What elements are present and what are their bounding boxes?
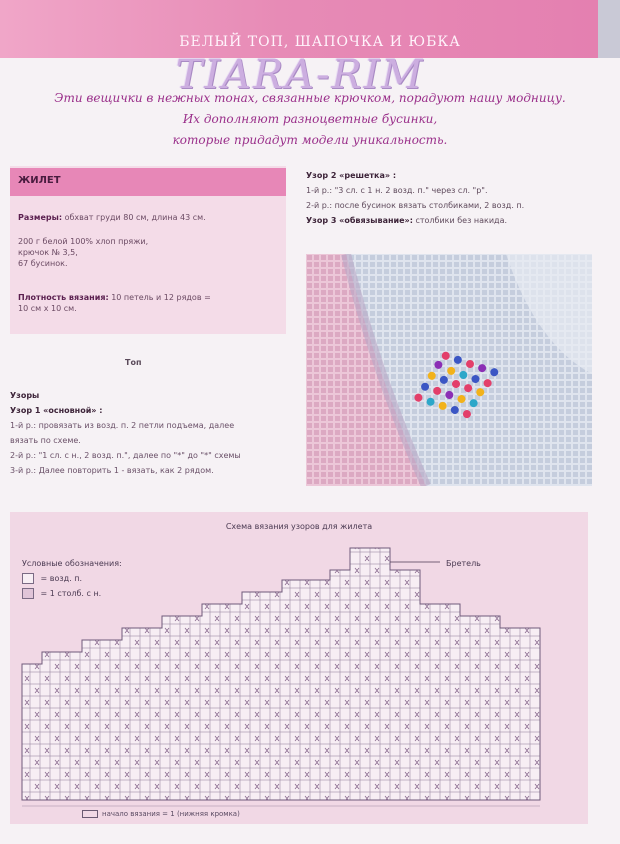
pattern-3-label: Узор 3 «обвязывание»:: [306, 216, 413, 225]
yarn-line: крючок № 3,5,: [18, 248, 78, 257]
yarn-line: 67 бусинок.: [18, 259, 68, 268]
density-value: 10 петель и 12 рядов =: [111, 293, 211, 302]
pattern-2-row-2: 2-й р.: после бусинок вязать столбиками, 2 возд. п.: [306, 201, 525, 210]
materials-heading: ЖИЛЕТ: [18, 175, 61, 186]
size-label: Размеры:: [18, 213, 63, 222]
legend-item: [22, 586, 122, 601]
article-title: БЕЛЫЙ ТОП, ШАПОЧКА И ЮБКА: [179, 34, 461, 50]
chart-bottom-caption: начало вязания = 1 (нижняя кромка): [82, 810, 240, 818]
neck-label: Бретель: [446, 559, 481, 568]
chart-title: Схема вязания узоров для жилета: [225, 522, 373, 531]
legend-swatch-cross: [22, 588, 34, 599]
pattern-1-row-2: 2-й р.: "1 сл. с н., 2 возд. п.", далее по "*" до "*" схемы: [10, 451, 241, 460]
pattern-3-value: столбики без накида.: [415, 216, 508, 225]
pattern-2-row-1: 1-й р.: "3 сл. с 1 н. 2 возд. п." через сл. "р".: [306, 186, 488, 195]
pattern-1-row-1: 1-й р.: провязать из возд. п. 2 петли подъема, далее: [10, 421, 235, 430]
size-value: обхват груди 80 см, длина 43 см.: [64, 213, 206, 222]
legend-item: [22, 571, 122, 586]
patterns-heading: Узоры: [10, 391, 40, 400]
intro-line: которые придадут модели уникальность.: [172, 133, 448, 147]
legend-swatch-empty: [22, 573, 34, 584]
brand-logo: TIARA-RIM: [175, 52, 425, 98]
chart-legend: [22, 556, 122, 601]
intro-line: Их дополняют разноцветные бусинки,: [182, 112, 438, 126]
density-value-2: 10 см х 10 см.: [18, 304, 77, 313]
pattern-2-heading: Узор 2 «решетка» :: [306, 171, 397, 180]
legend-item-label: = возд. п.: [40, 574, 83, 583]
pattern-1-row-3: 3-й р.: Далее повторить 1 - вязать, как 2 рядом.: [10, 466, 214, 475]
legend-item-label: = 1 столб. с н.: [40, 589, 102, 598]
pattern-1-heading: Узор 1 «основной» :: [10, 406, 103, 415]
density-label: Плотность вязания:: [18, 293, 109, 302]
pattern-1-row-1b: вязать по схеме.: [10, 436, 81, 445]
intro-line: Эти вещички в нежных тонах, связанные крючком, порадуют нашу модницу.: [54, 91, 566, 105]
yarn-line: 200 г белой 100% хлоп пряжи,: [18, 237, 149, 246]
legend-title: Условные обозначения:: [22, 559, 122, 568]
section-label: Топ: [125, 358, 142, 367]
